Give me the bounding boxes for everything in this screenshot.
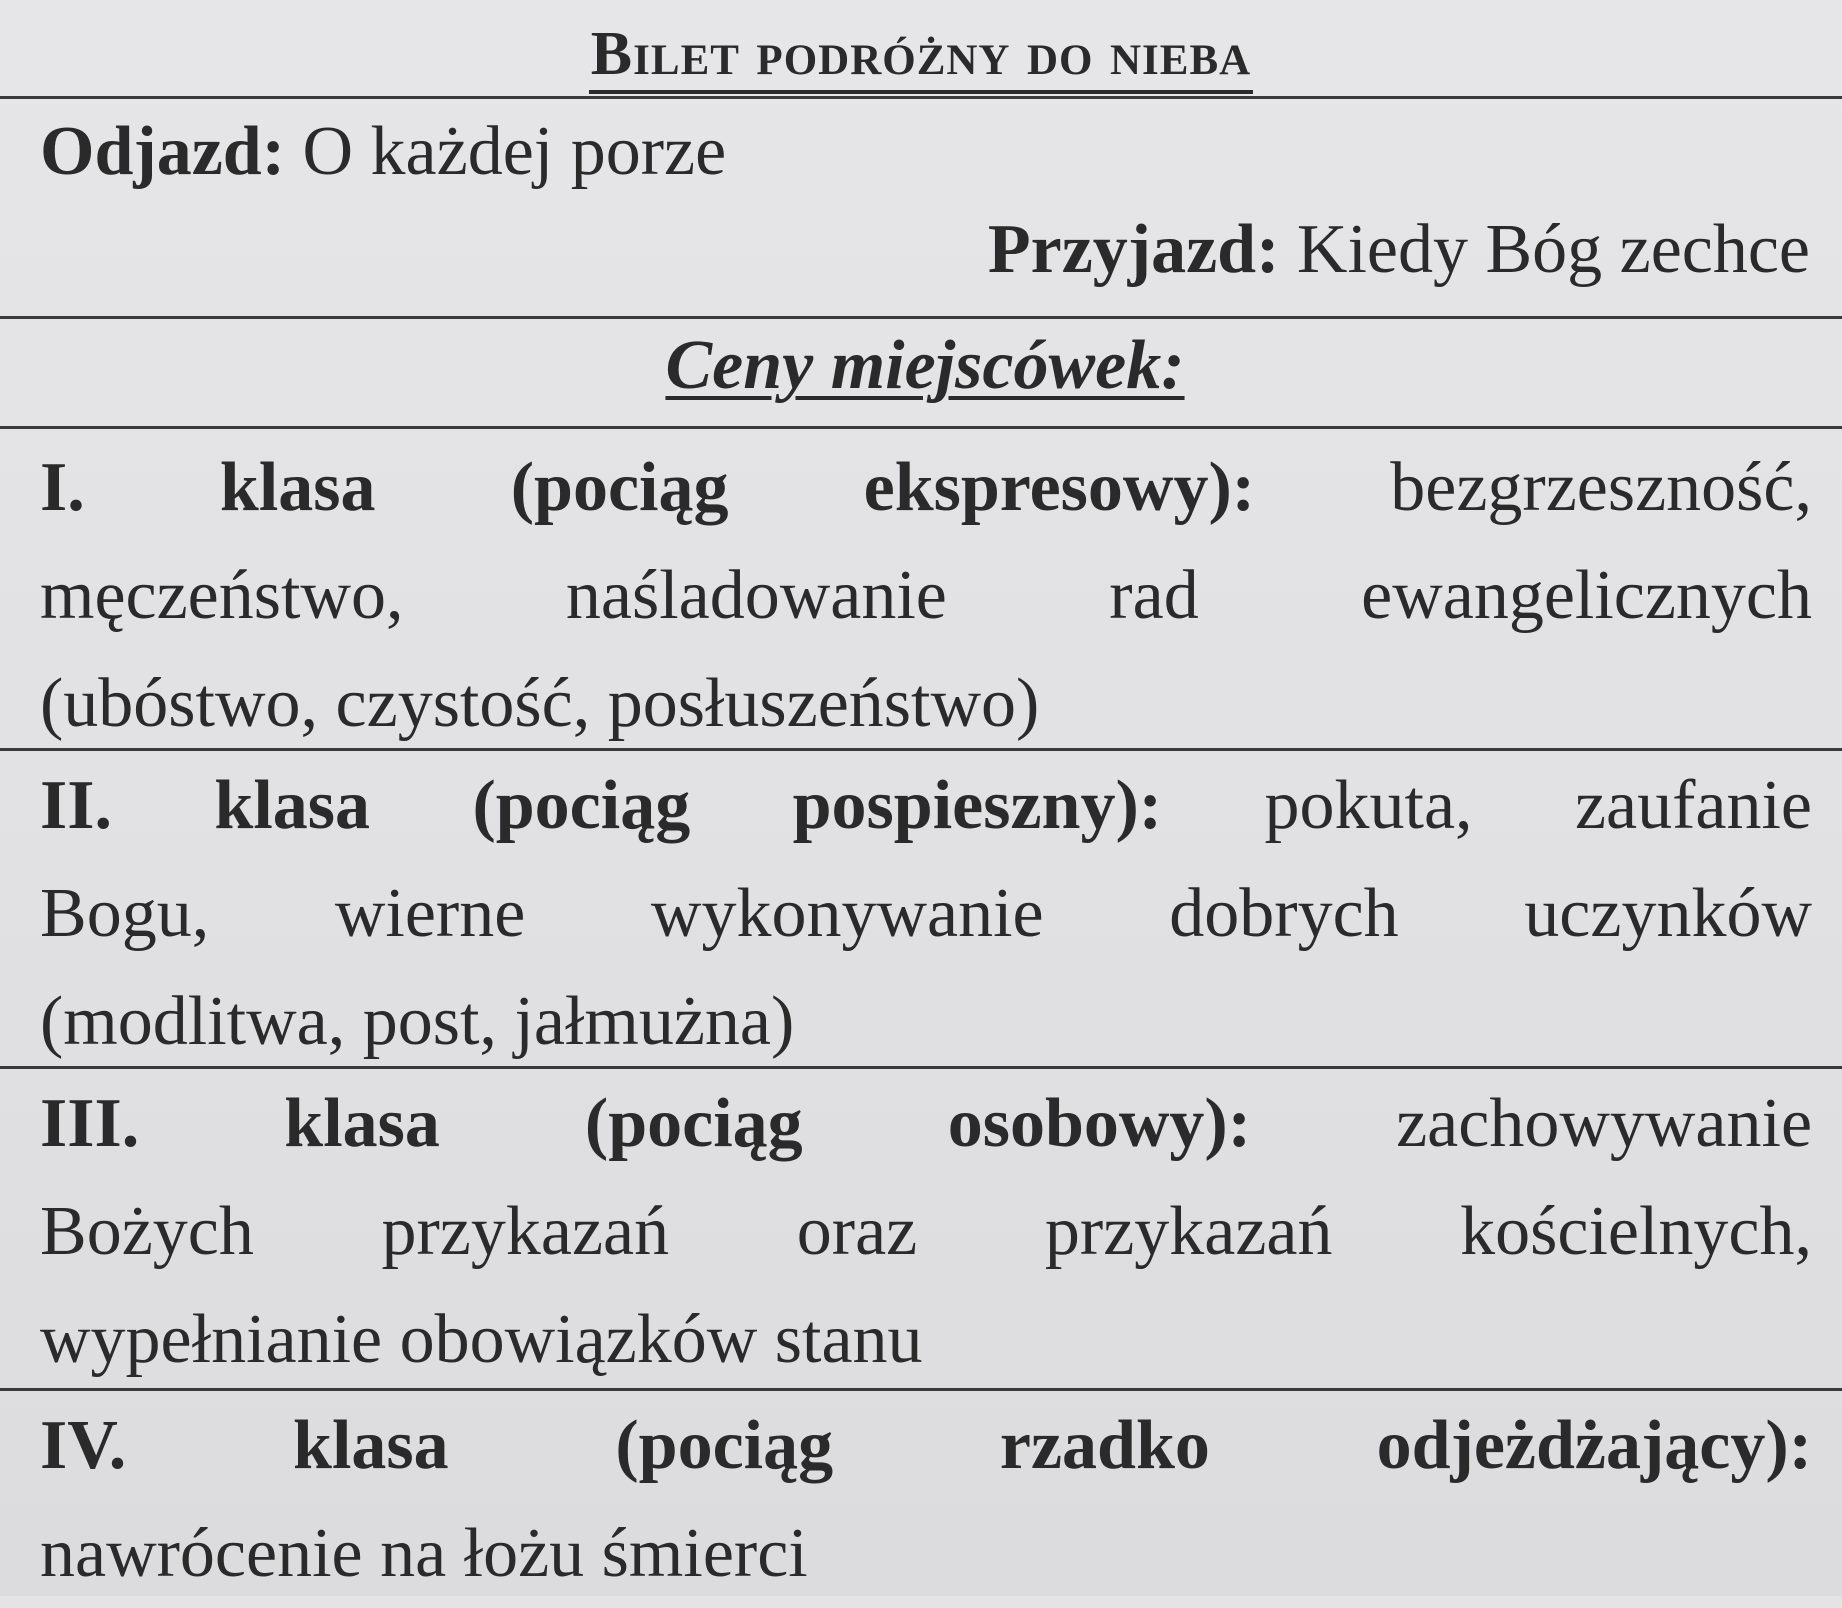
class-4-line-2: nawrócenie na łożu śmierci — [40, 1515, 808, 1592]
class-4-entry — [40, 1392, 1812, 1608]
arrival-row — [40, 196, 1810, 304]
arrival-label: Przyjazd: — [987, 211, 1280, 288]
prices-heading-row — [40, 318, 1810, 414]
class-1-line-3: (ubóstwo, czystość, posłuszeństwo) — [40, 665, 1040, 742]
class-4-line-1 — [40, 1392, 1812, 1500]
class-1-line-1 — [40, 434, 1812, 542]
class-2-label: II. klasa (pociąg pospieszny): — [40, 767, 1163, 844]
ticket-title-text: Bilet podróżny do nieba — [589, 20, 1253, 94]
divider — [0, 1388, 1842, 1391]
class-3-entry — [40, 1070, 1812, 1394]
departure-row — [40, 98, 1810, 206]
class-3-line-1 — [40, 1070, 1812, 1178]
class-4-label: IV. klasa (pociąg rzadko odjeżdżający): — [40, 1407, 1812, 1484]
class-1-entry — [40, 434, 1812, 758]
divider — [0, 748, 1842, 751]
arrival-value: Kiedy Bóg zechce — [1296, 211, 1810, 288]
prices-heading: Ceny miejscówek: — [665, 327, 1185, 404]
class-1-text-start: bezgrzeszność, — [1390, 449, 1812, 526]
class-2-text-start: pokuta, zaufanie — [1264, 767, 1813, 844]
class-3-line-3: wypełnianie obowiązków stanu — [40, 1301, 923, 1378]
class-2-entry — [40, 752, 1812, 1076]
class-1-line-2: męczeństwo, naśladowanie rad ewangelicznych — [40, 557, 1812, 634]
departure-value: O każdej porze — [302, 113, 727, 190]
class-2-line-2: Bogu, wierne wykonywanie dobrych uczynków — [40, 875, 1812, 952]
departure-label: Odjazd: — [40, 113, 285, 190]
class-2-line-3: (modlitwa, post, jałmużna) — [40, 983, 795, 1060]
ticket-title — [0, 18, 1842, 90]
class-3-line-2: Bożych przykazań oraz przykazań kościelnych, — [40, 1193, 1812, 1270]
class-3-text-start: zachowywanie — [1396, 1085, 1813, 1162]
divider — [0, 426, 1842, 429]
divider — [0, 1066, 1842, 1069]
class-2-line-1 — [40, 752, 1812, 860]
class-3-label: III. klasa (pociąg osobowy): — [40, 1085, 1252, 1162]
class-1-label: I. klasa (pociąg ekspresowy): — [40, 449, 1256, 526]
